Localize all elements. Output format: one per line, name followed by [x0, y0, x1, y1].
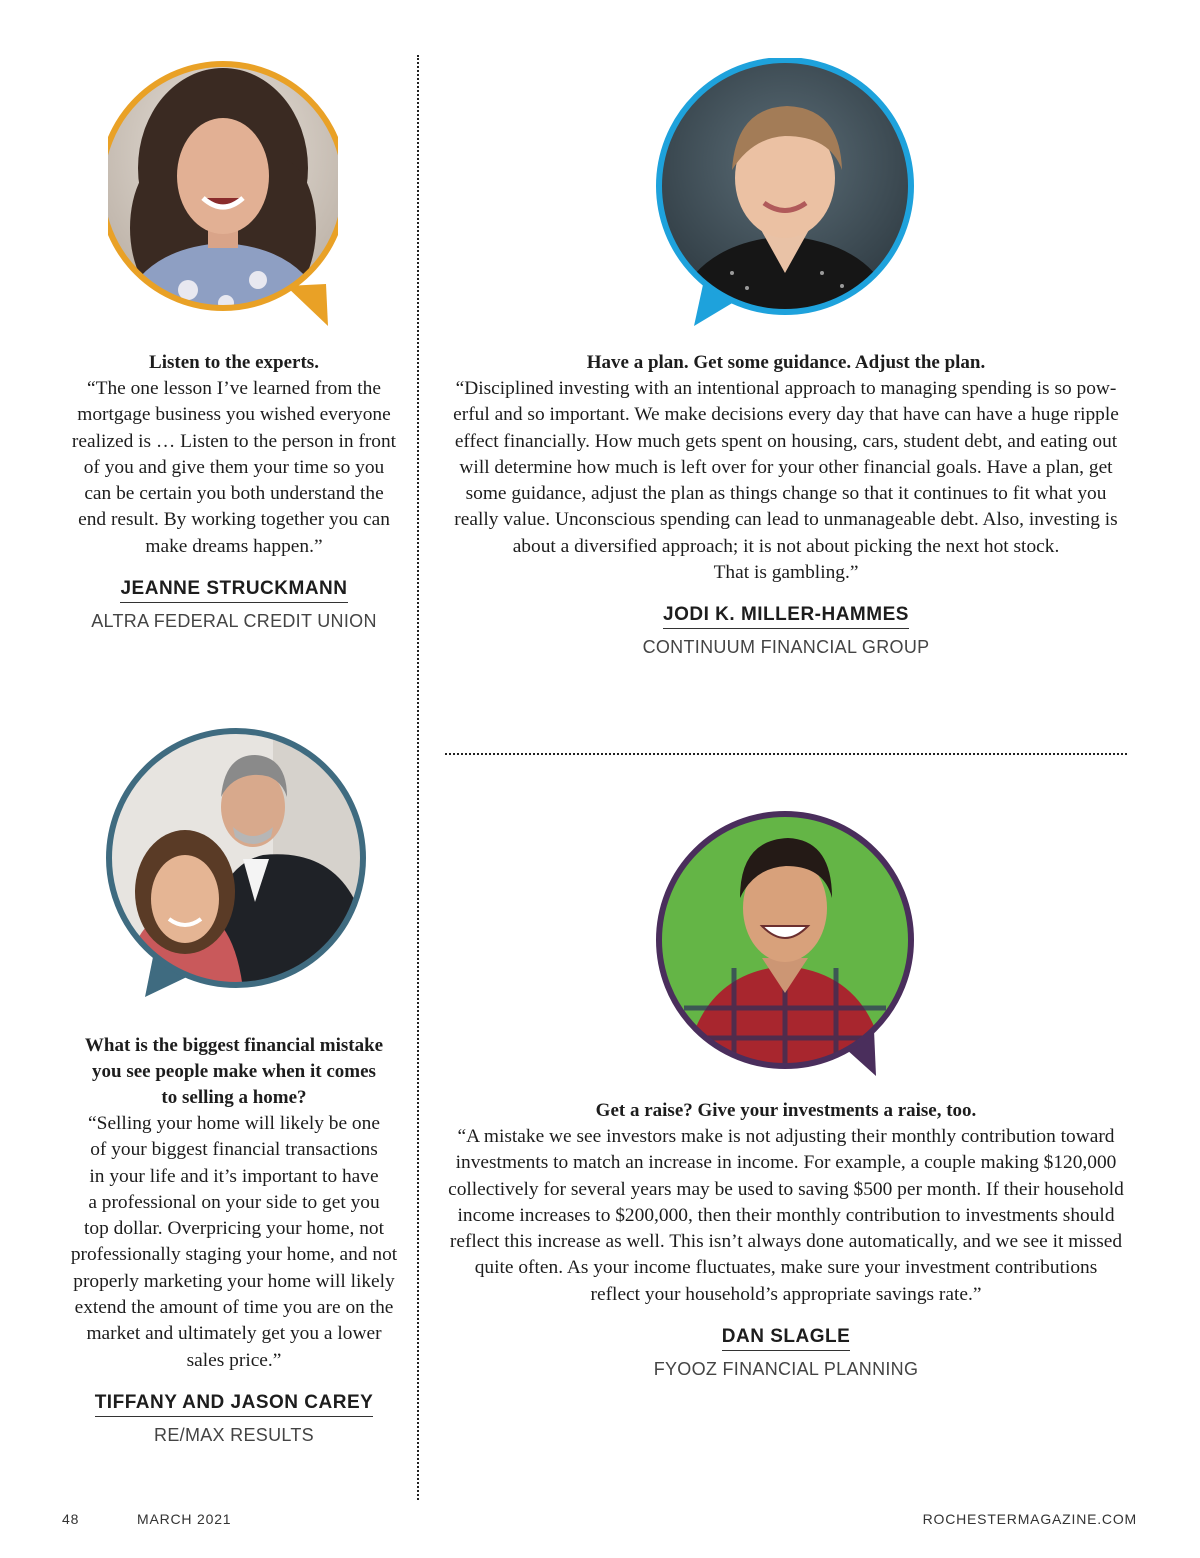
profile-heading: Get a raise? Give your investments a raise, too. [595, 1100, 977, 1121]
quote-line: erful and so important. We make decisions every day that have can have a huge ripple [453, 404, 1119, 426]
quote-line: “The one lesson I’ve learned from the [87, 378, 381, 399]
profile-name: TIFFANY AND JASON CAREY [95, 1392, 374, 1417]
footer-issue-date: MARCH 2021 [137, 1511, 232, 1527]
quote-line: extend the amount of time you are on the [74, 1297, 394, 1319]
quote-line: reflect your household’s appropriate savings rate.” [590, 1283, 982, 1305]
quote-line: That is gambling.” [713, 562, 859, 584]
quote-line: end result. By working together you can [78, 509, 390, 531]
profile-organization: CONTINUUM FINANCIAL GROUP [642, 637, 930, 658]
quote-line: top dollar. Overpricing your home, not [84, 1218, 384, 1240]
avatar-jeanne-struckmann [108, 58, 338, 330]
quote-line: will determine how much is left over for your other financial goals. Have a plan, get [459, 456, 1113, 478]
quote-line: income increases to $200,000, then their monthly contribution to investments should [457, 1204, 1115, 1226]
profile-name: DAN SLAGLE [722, 1326, 851, 1351]
quote-line: effect financially. How much gets spent on housing, cars, student debt, and eating out [454, 430, 1118, 452]
quote-line: “Disciplined investing with an intentional approach to managing spending is so pow- [455, 378, 1117, 399]
quote-line: of you and give them your time so you [83, 456, 385, 478]
quote-line: of your biggest financial transactions [90, 1139, 378, 1161]
section-divider [445, 753, 1127, 755]
quote-line: “A mistake we see investors make is not adjusting their monthly contribution toward [457, 1126, 1115, 1147]
quote-line: professionally staging your home, and not [70, 1244, 398, 1266]
quote-line: collectively for several years may be used to saving $500 per month. If their household [448, 1178, 1124, 1200]
quote-line: make dreams happen.” [145, 535, 323, 557]
avatar-jodi-miller-hammes [652, 58, 918, 330]
quote-line: investments to match an increase in income. For example, a couple making $120,000 [455, 1152, 1117, 1174]
profile-organization: FYOOZ FINANCIAL PLANNING [653, 1359, 919, 1380]
profile-name: JEANNE STRUCKMANN [120, 578, 347, 603]
profile-quote [433, 1124, 1139, 1308]
quote-line: realized is … Listen to the person in front [71, 430, 397, 452]
quote-line: mortgage business you wished everyone [77, 404, 391, 426]
quote-line: some guidance, adjust the plan as things change so that it continues to fit what you [465, 483, 1107, 505]
profile-card-dan [433, 1098, 1139, 1380]
profile-heading: Have a plan. Get some guidance. Adjust the plan. [586, 352, 986, 373]
quote-line: in your life and it’s important to have [89, 1165, 379, 1187]
profile-quote [433, 376, 1139, 586]
quote-line: reflect this increase as well. This isn’t always done automatically, and we see it missed [449, 1231, 1123, 1253]
avatar-dan-slagle [654, 808, 920, 1080]
quote-line: properly marketing your home will likely [73, 1270, 395, 1292]
profile-heading: Listen to the experts. [149, 352, 319, 373]
quote-line: quite often. As your income fluctuates, make sure your investment contributions [474, 1257, 1098, 1279]
heading-line: What is the biggest financial mistake [84, 1035, 384, 1056]
profile-name: JODI K. MILLER-HAMMES [663, 604, 909, 629]
heading-line: you see people make when it comes [92, 1061, 376, 1082]
quote-line: sales price.” [186, 1349, 282, 1371]
footer-website: ROCHESTERMAGAZINE.COM [922, 1511, 1137, 1527]
avatar-tiffany-jason-carey [103, 727, 369, 999]
profile-card-tiffany-jason [50, 1033, 418, 1446]
profile-organization: RE/MAX RESULTS [154, 1424, 314, 1445]
profile-card-jodi [433, 350, 1139, 658]
profile-quote [50, 1111, 418, 1374]
profile-card-jeanne [50, 350, 418, 632]
profile-quote [50, 376, 418, 560]
quote-line: “Selling your home will likely be one [88, 1113, 380, 1134]
quote-line: really value. Unconscious spending can lead to unmanageable debt. Also, investing is [454, 509, 1118, 531]
quote-line: a professional on your side to get you [88, 1191, 380, 1213]
quote-line: can be certain you both understand the [84, 483, 384, 505]
heading-line: to selling a home? [161, 1087, 307, 1108]
profile-heading [50, 1033, 418, 1111]
profile-organization: ALTRA FEDERAL CREDIT UNION [91, 611, 377, 632]
footer-page-number: 48 [62, 1511, 80, 1527]
quote-line: market and ultimately get you a lower [86, 1323, 382, 1345]
quote-line: about a diversified approach; it is not about picking the next hot stock. [512, 535, 1060, 557]
